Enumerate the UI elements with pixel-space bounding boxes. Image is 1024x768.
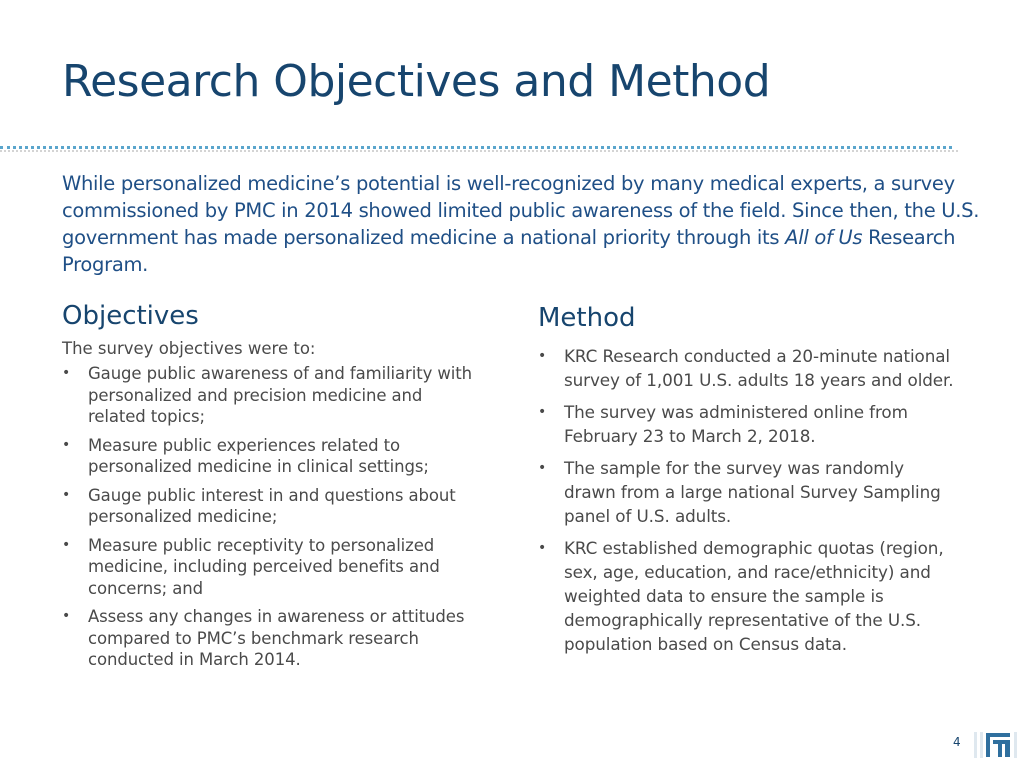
bullet-dot-icon: • bbox=[538, 348, 547, 364]
method-section bbox=[538, 302, 958, 664]
objective-text: Gauge public interest in and questions about personalized medicine; bbox=[88, 485, 456, 526]
bullet-dot-icon: • bbox=[538, 404, 547, 420]
list-item bbox=[538, 400, 958, 448]
list-item bbox=[538, 344, 958, 392]
objectives-section bbox=[62, 300, 472, 678]
list-item bbox=[62, 363, 472, 428]
intro-program-name: All of Us bbox=[785, 226, 863, 249]
title-divider bbox=[0, 146, 952, 149]
objectives-lead: The survey objectives were to: bbox=[62, 339, 316, 358]
bullet-dot-icon: • bbox=[62, 436, 71, 453]
list-item bbox=[62, 435, 472, 478]
pmc-logo-icon bbox=[974, 730, 1024, 760]
objective-text: Measure public receptivity to personalized medicine, including perceived benefits and concerns; and bbox=[88, 535, 440, 598]
objectives-heading: Objectives bbox=[62, 301, 199, 331]
bullet-dot-icon: • bbox=[62, 608, 71, 624]
page-title: Research Objectives and Method bbox=[62, 56, 771, 107]
bullet-dot-icon: • bbox=[62, 365, 71, 381]
intro-paragraph bbox=[62, 170, 992, 278]
list-item bbox=[538, 536, 958, 656]
bullet-dot-icon: • bbox=[62, 486, 71, 503]
bullet-dot-icon: • bbox=[538, 460, 547, 476]
method-heading: Method bbox=[538, 303, 636, 333]
list-item bbox=[62, 606, 472, 671]
intro-text-before: While personalized medicine’s potential is well-recognized by many medical experts, a survey commissioned by PMC in 2014 showed limited public awareness of the field. Since then, the U.S. government has made personalized medicine a national priority through its bbox=[62, 172, 980, 249]
bullet-dot-icon: • bbox=[62, 536, 71, 553]
list-item bbox=[62, 535, 472, 600]
objective-text: Assess any changes in awareness or attitudes compared to PMC’s benchmark research conducted in March 2014. bbox=[88, 607, 465, 669]
list-item bbox=[62, 485, 472, 528]
list-item bbox=[538, 456, 958, 528]
title-divider-shadow bbox=[0, 150, 958, 152]
method-text: The survey was administered online from February 23 to March 2, 2018. bbox=[564, 402, 908, 446]
method-list bbox=[538, 344, 958, 656]
method-text: The sample for the survey was randomly drawn from a large national Survey Sampling panel of U.S. adults. bbox=[564, 458, 941, 526]
intro-text-after: Research Program. bbox=[62, 226, 956, 276]
page-number: 4 bbox=[953, 735, 961, 749]
bullet-dot-icon: • bbox=[538, 540, 547, 556]
objective-text: Gauge public awareness of and familiarity with personalized and precision medicine and related topics; bbox=[88, 364, 472, 426]
method-text: KRC Research conducted a 20-minute national survey of 1,001 U.S. adults 18 years and older. bbox=[564, 346, 954, 390]
objectives-list bbox=[62, 363, 472, 671]
objective-text: Measure public experiences related to personalized medicine in clinical settings; bbox=[88, 435, 429, 476]
method-text: KRC established demographic quotas (region, sex, age, education, and race/ethnicity) and weighted data to ensure the sample is demographically representative of the U.S. population based on Census data. bbox=[564, 538, 944, 654]
